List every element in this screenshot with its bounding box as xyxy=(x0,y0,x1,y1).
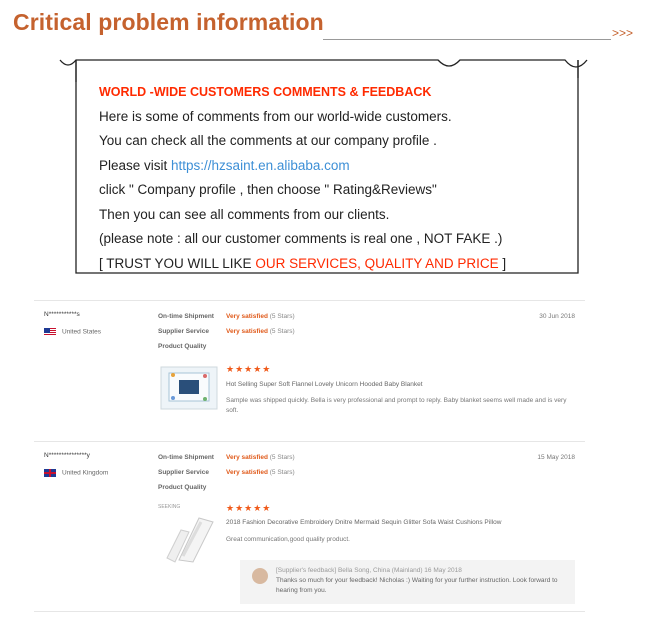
notice-line-3-prefix: Please visit xyxy=(99,157,172,173)
country-label: United States xyxy=(62,328,102,336)
supplier-reply xyxy=(240,560,575,604)
shipment-stars: (5 Stars) xyxy=(269,454,295,461)
more-arrows[interactable]: >>> xyxy=(612,26,634,40)
notice-line-7-suffix: ] xyxy=(498,255,507,271)
shipment-rating xyxy=(226,313,295,320)
notice-line-5: Then you can see all comments from our clients. xyxy=(99,206,390,222)
review-item xyxy=(34,441,585,613)
uk-flag-icon xyxy=(44,469,56,477)
review-item xyxy=(34,301,585,439)
notice-title: WORLD -WIDE CUSTOMERS COMMENTS & FEEDBACK xyxy=(99,85,432,99)
title-underline xyxy=(323,39,611,40)
review-date: 15 May 2018 xyxy=(537,454,575,461)
notice-line-4: click " Company profile , then choose " Rating&Reviews" xyxy=(99,182,437,197)
notice-text xyxy=(99,80,569,276)
shipment-value: Very satisfied xyxy=(226,454,268,461)
rating-stars: ★★★★★ xyxy=(226,503,272,513)
us-flag-icon xyxy=(44,328,56,336)
reply-text: Thanks so much for your feedback! Nicholas :) Waiting for your further instruction. Look forward to hearing from you. xyxy=(276,577,558,594)
section-header xyxy=(0,0,650,50)
quality-label: Product Quality xyxy=(158,484,207,491)
notice-line-6: (please note : all our customer comments is real one , NOT FAKE .) xyxy=(99,231,503,246)
notice-line-3 xyxy=(99,154,569,179)
section-title: Critical problem information xyxy=(13,9,324,35)
reply-text-block xyxy=(276,566,566,596)
buyer-name: N***********s xyxy=(44,311,80,318)
service-label: Supplier Service xyxy=(158,469,209,476)
notice-line-1: Here is some of comments from our world-wide customers. xyxy=(99,108,452,124)
reply-meta: [Supplier's feedback] Bella Song, China (Mainland) 16 May 2018 xyxy=(276,567,462,574)
shipment-value: Very satisfied xyxy=(226,313,268,320)
review-date: 30 Jun 2018 xyxy=(539,313,575,320)
product-thumbnail[interactable] xyxy=(159,363,219,413)
product-brand: SEEKING xyxy=(158,504,181,510)
supplier-avatar xyxy=(252,568,268,584)
quality-label: Product Quality xyxy=(158,343,207,350)
company-profile-link[interactable]: https://hzsaint.en.alibaba.com xyxy=(171,157,350,173)
shipment-label: On-time Shipment xyxy=(158,454,214,461)
reviews-panel xyxy=(34,300,585,612)
rating-stars: ★★★★★ xyxy=(226,364,272,374)
notice-line-7 xyxy=(99,252,569,277)
notice-highlight: OUR SERVICES, QUALITY AND PRICE xyxy=(255,255,499,271)
notice-line-2: You can check all the comments at our company profile . xyxy=(99,133,437,148)
service-value: Very satisfied xyxy=(226,328,268,335)
feedback-notice xyxy=(0,48,650,288)
service-label: Supplier Service xyxy=(158,328,209,335)
review-comment: Great communication,good quality product. xyxy=(226,536,350,543)
product-title[interactable]: 2018 Fashion Decorative Embroidery Dnitre Mermaid Sequin Glitter Sofa Waist Cushions Pillow xyxy=(226,519,502,526)
buyer-country xyxy=(44,469,108,477)
buyer-name: N***************y xyxy=(44,452,90,459)
service-rating xyxy=(226,328,295,335)
service-value: Very satisfied xyxy=(226,469,268,476)
buyer-country xyxy=(44,328,101,336)
product-thumbnail[interactable] xyxy=(159,512,219,564)
shipment-rating xyxy=(226,454,295,461)
review-comment: Sample was shipped quickly. Bella is very professional and prompt to reply. Baby blanket seems well made and is very soft. xyxy=(226,397,567,414)
service-stars: (5 Stars) xyxy=(269,328,295,335)
country-label: United Kingdom xyxy=(62,469,109,477)
shipment-label: On-time Shipment xyxy=(158,313,214,320)
notice-line-7-prefix: [ TRUST YOU WILL LIKE xyxy=(99,255,256,271)
service-stars: (5 Stars) xyxy=(269,469,295,476)
product-title[interactable]: Hot Selling Super Soft Flannel Lovely Unicorn Hooded Baby Blanket xyxy=(226,381,423,388)
service-rating xyxy=(226,469,295,476)
shipment-stars: (5 Stars) xyxy=(269,313,295,320)
